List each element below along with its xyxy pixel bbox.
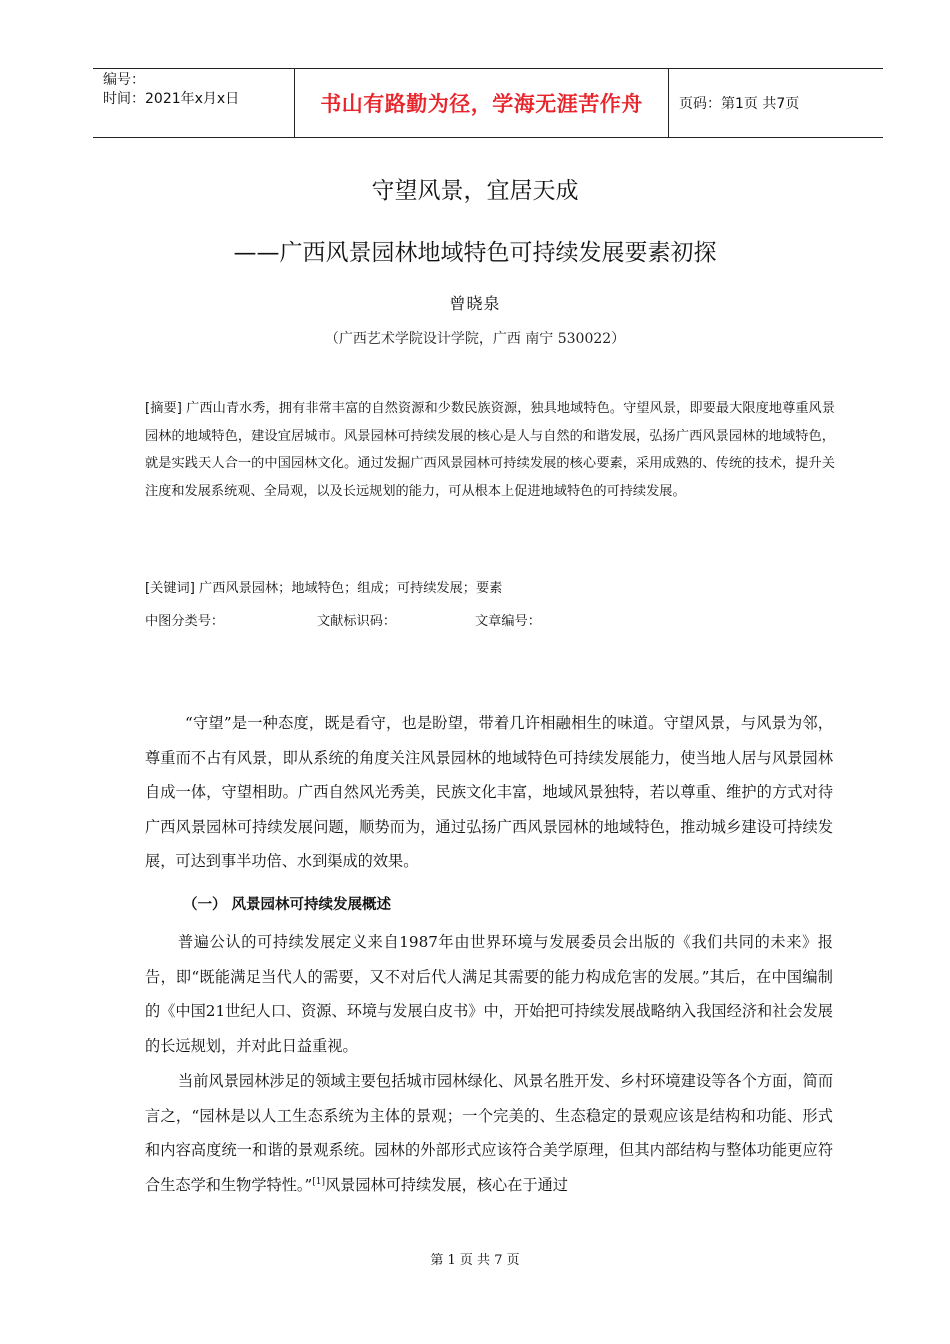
body-paragraph: 普遍公认的可持续发展定义来自1987年由世界环境与发展委员会出版的《我们共同的未来》报告，即“既能满足当代人的需要，又不对后代人满足其需要的能力构成危害的发展。”其后，在中国编制的《中国21世纪人口、资源、环境与发展白皮书》中，开始把可持续发展战略纳入我国经济和社会发展的长远规划，并对此日益重视。 (145, 933, 833, 1055)
header-page-label: 页码：第1页 共7页 (679, 96, 800, 112)
body-paragraph: “守望”是一种态度，既是看守，也是盼望，带着几许相融相生的味道。守望风景，与风景为邻，尊重而不占有风景，即从系统的角度关注风景园林的地域特色可持续发展能力，使当地人居与风景园林自成一体，守望相助。广西自然风光秀美，民族文化丰富，地域风景独特，若以尊重、维护的方式对待广西风景园林可持续发展问题，顺势而为，通过弘扬广西风景园林的地域特色，推动城乡建设可持续发展，可达到事半功倍、水到渠成的效果。 (145, 714, 833, 871)
abstract: [摘要] 广西山青水秀，拥有非常丰富的自然资源和少数民族资源，独具地域特色。守望风景，即要最大限度地尊重风景园林的地域特色，建设宜居城市。风景园林可持续发展的核心是人与自然的和谐发展，弘扬广西风景园林的地域特色，就是实践天人合一的中国园林文化。通过发掘广西风景园林可持续发展的核心要素，采用成熟的、传统的技术，提升关注度和发展系统观、全局观，以及长远规划的能力，可从根本上促进地域特色的可持续发展。 (145, 401, 835, 499)
header-meta (103, 71, 239, 109)
document-title: 守望风景，宜居天成 (371, 178, 579, 204)
author-affiliation: （广西艺术学院设计学院，广西 南宁 530022） (324, 331, 626, 347)
body-paragraph (145, 1064, 833, 1202)
classification-number-label: 中图分类号： (145, 614, 225, 629)
page-header-table (93, 68, 883, 138)
author-name: 曾晓泉 (449, 294, 501, 313)
article-number-label: 文章编号： (475, 614, 541, 629)
time-label: 时间：2021年x月x日 (103, 91, 240, 107)
paragraph-text: 风景园林可持续发展，核心在于通过 (324, 1175, 568, 1194)
document-subtitle: ——广西风景园林地域特色可持续发展要素初探 (233, 240, 717, 266)
citation-ref[interactable]: [1] (312, 1176, 325, 1187)
number-label: 编号： (103, 72, 145, 88)
page-footer: 第 1 页 共 7 页 (430, 1253, 520, 1268)
header-motto: 书山有路勤为径，学海无涯苦作舟 (320, 92, 643, 116)
paragraph-text: 当前风景园林涉足的领域主要包括城市园林绿化、风景名胜开发、乡村环境建设等各个方面，简而言之，“园林是以人工生态系统为主体的景观；一个完美的、生态稳定的景观应该是结构和功能、形式和内容高度统一和谐的景观系统。园林的外部形式应该符合美学原理，但其内部结构与整体功能更应符合生态学和生物学特性。” (145, 1072, 833, 1194)
section-heading: （一） 风景园林可持续发展概述 (183, 897, 392, 913)
document-code-label: 文献标识码： (317, 614, 397, 629)
header-divider (668, 69, 669, 137)
keywords: [关键词] 广西风景园林；地域特色；组成；可持续发展；要素 (145, 581, 503, 596)
